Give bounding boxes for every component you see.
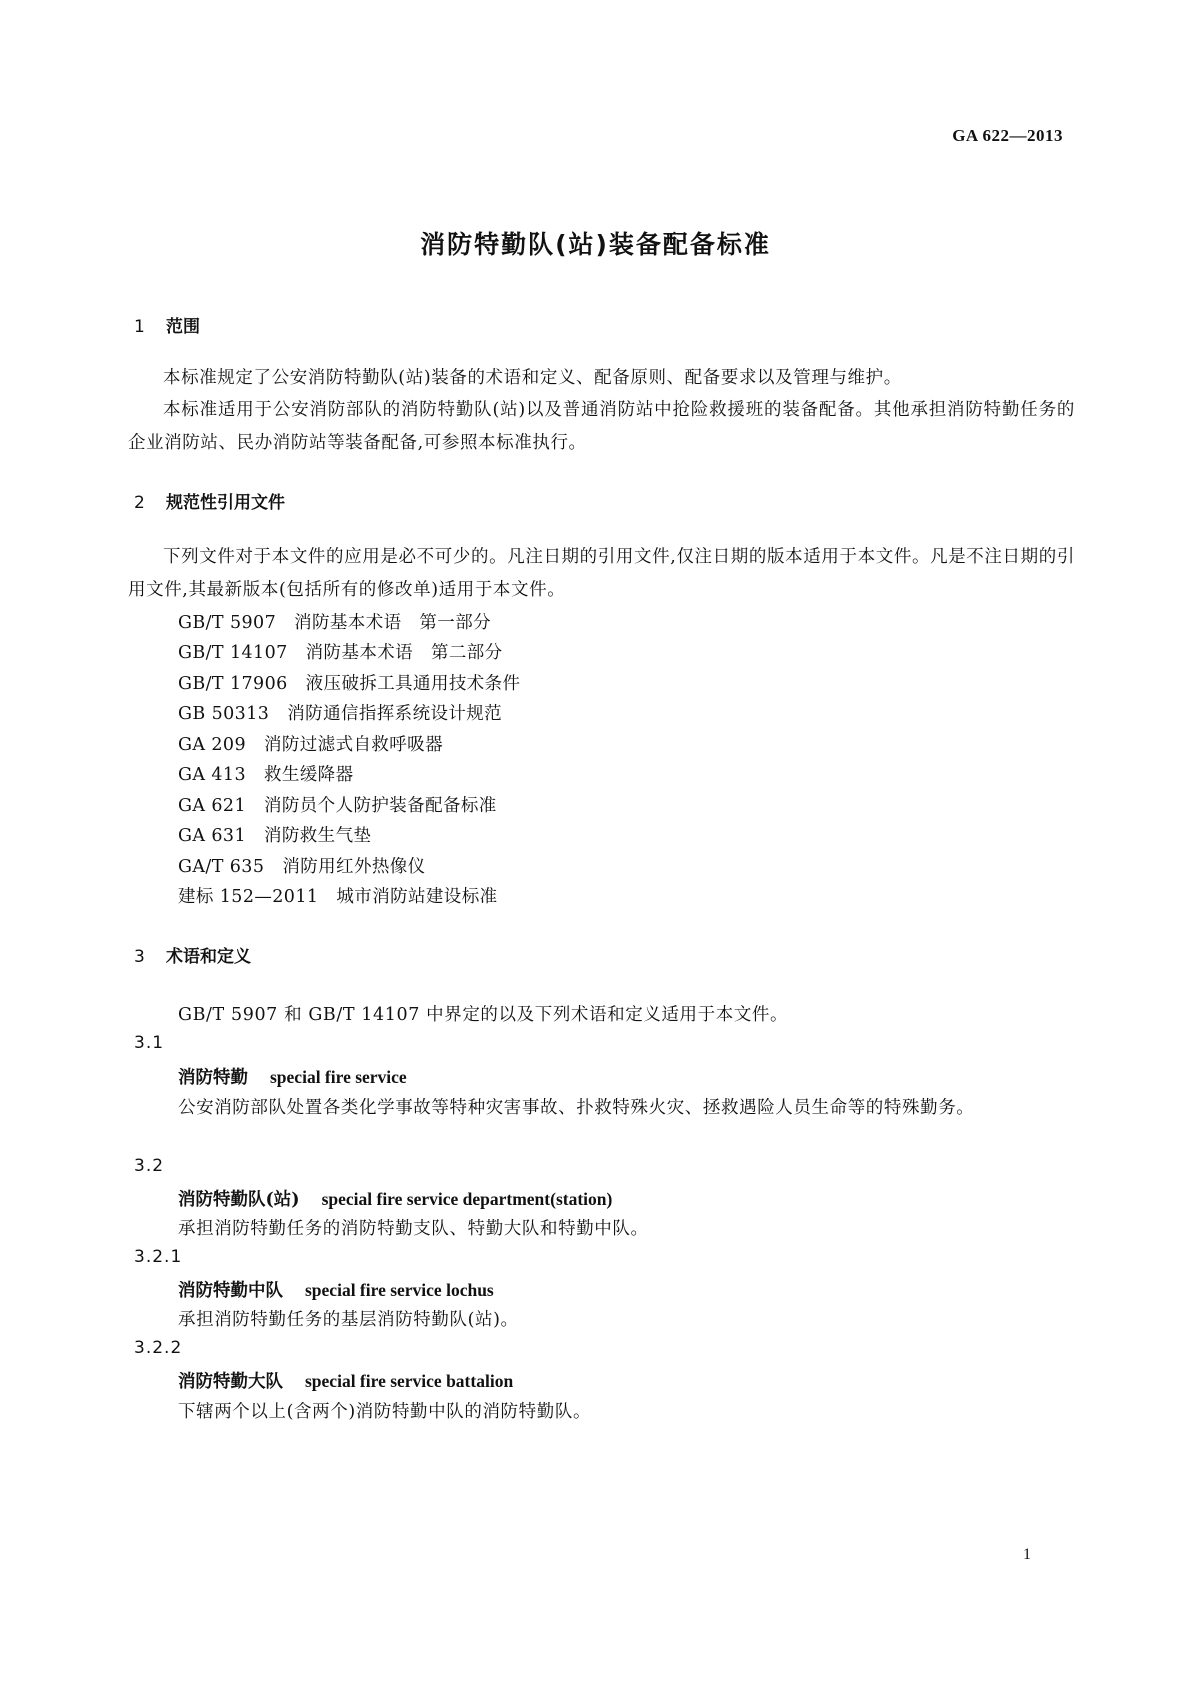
section-1-heading [134,312,200,337]
reference-item [178,822,371,847]
reference-code: GA 621 [178,796,246,816]
reference-code: 建标 152—2011 [178,887,319,907]
reference-item [178,731,443,756]
section-title: 术语和定义 [166,947,251,967]
reference-code: GA 413 [178,765,246,785]
reference-title: 消防基本术语 第二部分 [305,643,503,663]
reference-item [178,609,491,634]
reference-item [178,792,497,817]
reference-item [178,853,426,878]
term-heading [178,1186,612,1211]
term-chinese: 消防特勤大队 [178,1372,283,1392]
reference-code: GB/T 17906 [178,674,288,694]
term-heading [178,1064,407,1089]
term-chinese: 消防特勤中队 [178,1281,283,1301]
reference-title: 消防基本术语 第一部分 [294,613,492,633]
page-title: 消防特勤队(站)装备配备标准 [420,230,771,259]
term-definition: 公安消防部队处置各类化学事故等特种灾害事故、扑救特殊火灾、拯救遇险人员生命等的特殊勤务。 [178,1098,975,1118]
term-english: special fire service lochus [305,1280,494,1300]
reference-title: 消防过滤式自救呼吸器 [263,735,443,755]
clause-number: 3.1 [134,1033,165,1053]
term-definition: 承担消防特勤任务的基层消防特勤队(站)。 [178,1310,519,1330]
section-3-intro: GB/T 5907 和 GB/T 14107 中界定的以及下列术语和定义适用于本文件。 [178,1005,789,1025]
term-heading [178,1368,513,1393]
section-1-paragraph-1: 本标准规定了公安消防特勤队(站)装备的术语和定义、配备原则、配备要求以及管理与维护。 [163,368,902,388]
term-chinese: 消防特勤 [178,1068,248,1088]
page-number: 1 [1023,1546,1031,1563]
reference-item [178,670,520,695]
term-definition: 承担消防特勤任务的消防特勤支队、特勤大队和特勤中队。 [178,1219,649,1239]
reference-item [178,761,353,786]
section-3-heading [134,942,251,967]
reference-code: GA 631 [178,826,246,846]
section-1-paragraph-2: 本标准适用于公安消防部队的消防特勤队(站)以及普通消防站中抢险救援班的装备配备。其他承担消防特勤任务的企业消防站、民办消防站等装备配备,可参照本标准执行。 [128,400,1075,453]
section-number: 3 [134,947,145,967]
reference-item [178,700,502,725]
clause-number: 3.2.1 [134,1247,183,1267]
reference-title: 液压破拆工具通用技术条件 [305,674,521,694]
reference-item [178,883,498,908]
document-code: GA 622—2013 [952,126,1063,145]
section-title: 规范性引用文件 [166,493,285,513]
term-definition: 下辖两个以上(含两个)消防特勤中队的消防特勤队。 [178,1402,592,1422]
term-heading [178,1277,494,1302]
reference-title: 城市消防站建设标准 [336,887,498,907]
term-chinese: 消防特勤队(站) [178,1190,300,1210]
reference-item [178,639,503,664]
clause-number: 3.2 [134,1156,165,1176]
reference-code: GA 209 [178,735,246,755]
clause-number: 3.2.2 [134,1338,183,1358]
term-english: special fire service battalion [305,1371,514,1391]
section-2-intro: 下列文件对于本文件的应用是必不可少的。凡注日期的引用文件,仅注日期的版本适用于本文件。凡是不注日期的引用文件,其最新版本(包括所有的修改单)适用于本文件。 [128,547,1075,600]
section-number: 1 [134,317,145,337]
reference-title: 消防用红外热像仪 [282,857,426,877]
term-english: special fire service department(station) [321,1189,613,1209]
section-2-heading [134,488,285,513]
section-title: 范围 [166,317,200,337]
reference-code: GB/T 14107 [178,643,288,663]
reference-code: GB 50313 [178,704,270,724]
reference-title: 救生缓降器 [263,765,354,785]
reference-code: GA/T 635 [178,857,265,877]
reference-title: 消防通信指挥系统设计规范 [287,704,503,724]
reference-title: 消防员个人防护装备配备标准 [263,796,497,816]
reference-code: GB/T 5907 [178,613,277,633]
term-english: special fire service [270,1067,407,1087]
section-number: 2 [134,493,145,513]
reference-title: 消防救生气垫 [263,826,372,846]
